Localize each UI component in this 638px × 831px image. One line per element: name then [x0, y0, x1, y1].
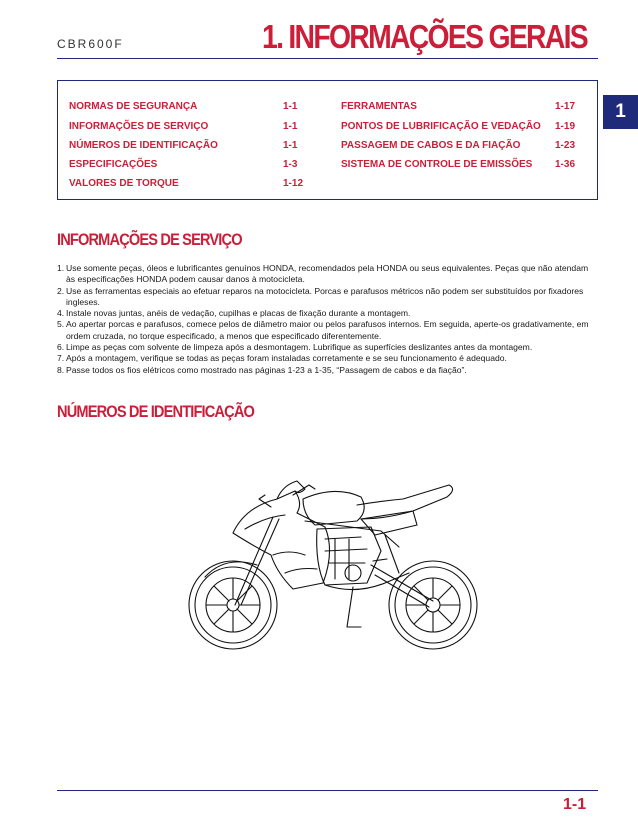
- list-item-number: 6.: [57, 342, 65, 353]
- list-item-text: Após a montagem, verifique se todas as peças foram instaladas corretamente e se seu funcionamento é adequado.: [66, 353, 507, 364]
- toc-item-passagem-de-cabos[interactable]: PASSAGEM DE CABOS E DA FIAÇÃO: [341, 140, 521, 151]
- section-heading-identification: NÚMEROS DE IDENTIFICAÇÃO: [57, 402, 255, 421]
- list-item: [57, 319, 597, 342]
- toc-page-number: 1-3: [283, 159, 298, 170]
- toc-item-numeros-de-identificacao[interactable]: NÚMEROS DE IDENTIFICAÇÃO: [69, 140, 218, 151]
- table-of-contents: [57, 80, 598, 200]
- toc-item-informacoes-de-servico[interactable]: INFORMAÇÕES DE SERVIÇO: [69, 121, 209, 132]
- toc-item-pontos-de-lubrificacao[interactable]: PONTOS DE LUBRIFICAÇÃO E VEDAÇÃO: [341, 121, 541, 132]
- toc-item-controle-de-emissoes[interactable]: SISTEMA DE CONTROLE DE EMISSÕES: [341, 159, 533, 170]
- toc-page-number: 1-1: [283, 101, 298, 112]
- front-wheel: [189, 561, 277, 649]
- list-item-text: Ao apertar porcas e parafusos, comece pelos de diâmetro maior ou pelos parafusos internos. Em seguida, aperte-os gradativamente, em ordem cruzada, no torque especificado, a menos que especificado diferentemente.: [66, 319, 589, 341]
- list-item: [57, 263, 597, 286]
- header-rule: [57, 58, 598, 59]
- motorcycle-illustration: [185, 455, 485, 670]
- list-item-text: Use as ferramentas especiais ao efetuar reparos na motocicleta. Porcas e parafusos métricos não podem ser substituídos por fixadores ingleses.: [66, 285, 584, 307]
- rear-wheel: [389, 561, 477, 649]
- list-item: [57, 308, 597, 319]
- toc-page-number: 1-36: [555, 159, 576, 170]
- toc-item-valores-de-torque[interactable]: VALORES DE TORQUE: [69, 178, 179, 189]
- chapter-tab[interactable]: 1: [603, 95, 638, 129]
- chapter-title: 1. INFORMAÇÕES GERAIS: [262, 18, 587, 55]
- list-item-text: Use somente peças, óleos e lubrificantes genuínos HONDA, recomendados pela HONDA ou seus equivalentes. Peças que não atendam às especificações HONDA podem causar danos à motocicleta.: [66, 263, 589, 285]
- list-item-number: 5.: [57, 319, 65, 330]
- list-item: [57, 365, 597, 376]
- toc-page-number: 1-1: [283, 140, 298, 151]
- toc-item-ferramentas[interactable]: FERRAMENTAS: [341, 101, 417, 112]
- toc-page-number: 1-19: [555, 121, 576, 132]
- list-item-number: 4.: [57, 308, 65, 319]
- engine-cover: [345, 565, 361, 581]
- swingarm: [371, 565, 433, 607]
- list-item: [57, 286, 597, 309]
- service-info-list: [57, 263, 597, 376]
- section-heading-service-info: INFORMAÇÕES DE SERVIÇO: [57, 230, 242, 249]
- seat-tail: [357, 485, 453, 519]
- list-item: [57, 342, 597, 353]
- list-item-text: Limpe as peças com solvente de limpeza após a desmontagem. Lubrifique as superfícies deslizantes antes da montagem.: [66, 342, 533, 353]
- fuel-tank: [303, 491, 364, 525]
- list-item-text: Passe todos os fios elétricos como mostrado nas páginas 1-23 a 1-35, “Passagem de cabos e da fiação”.: [66, 364, 467, 375]
- list-item-text: Instale novas juntas, anéis de vedação, cupilhas e placas de fixação durante a montagem.: [66, 308, 411, 319]
- toc-item-normas-de-seguranca[interactable]: NORMAS DE SEGURANÇA: [69, 101, 198, 112]
- model-name: CBR600F: [57, 37, 124, 51]
- list-item-number: 7.: [57, 353, 65, 364]
- stand: [347, 559, 387, 627]
- front-fairing: [233, 491, 330, 589]
- toc-item-especificacoes[interactable]: ESPECIFICAÇÕES: [69, 159, 158, 170]
- footer-rule: [57, 790, 598, 791]
- page-number: 1-1: [563, 796, 587, 813]
- list-item-number: 1.: [57, 263, 65, 273]
- toc-page-number: 1-23: [555, 140, 576, 151]
- side-panel: [361, 511, 417, 535]
- list-item-number: 8.: [57, 364, 65, 375]
- toc-page-number: 1-1: [283, 121, 298, 132]
- list-item: [57, 353, 597, 364]
- list-item-number: 2.: [57, 285, 65, 296]
- toc-page-number: 1-17: [555, 101, 576, 112]
- toc-page-number: 1-12: [283, 178, 304, 189]
